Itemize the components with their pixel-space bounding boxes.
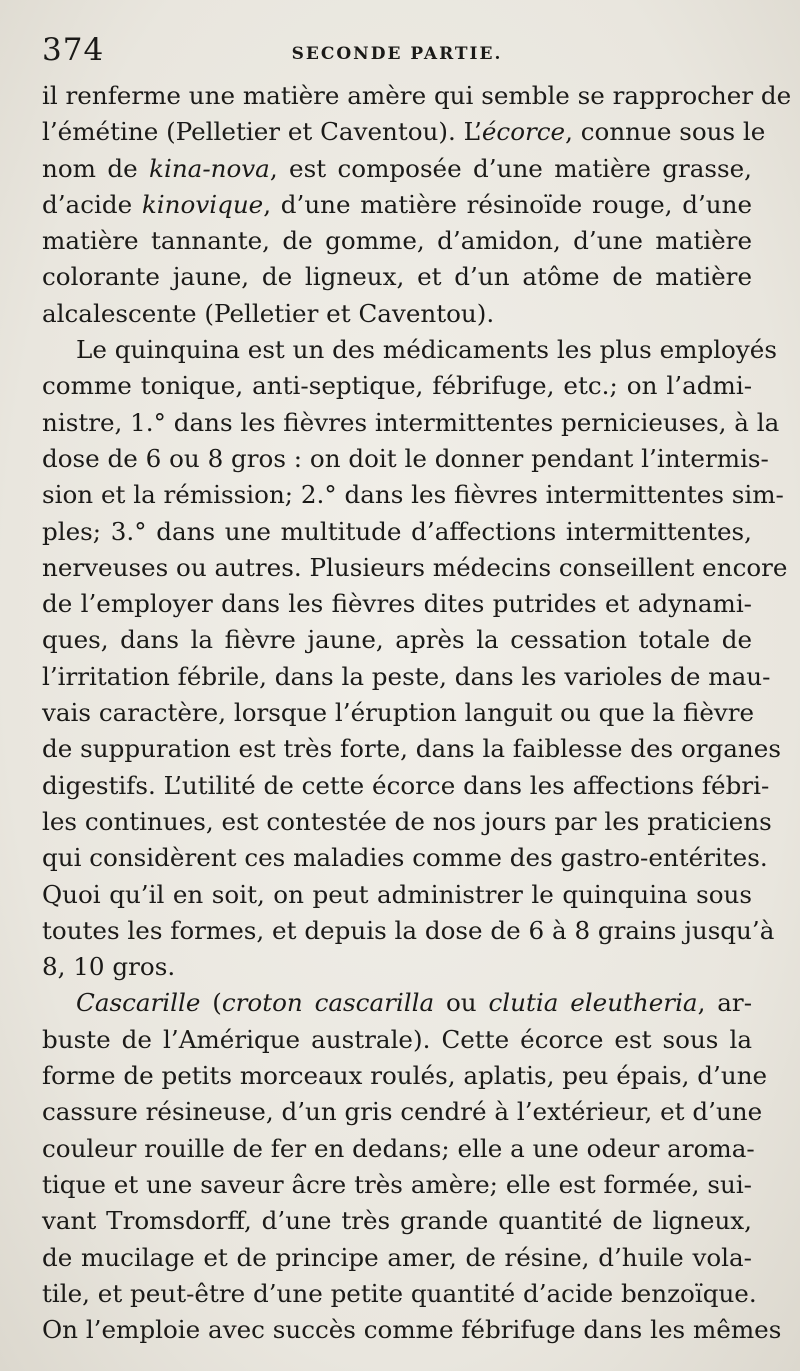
text-line	[42, 332, 777, 368]
body-text	[42, 78, 792, 1348]
running-title: SECONDE PARTIE.	[291, 44, 503, 64]
text-line	[42, 223, 752, 259]
text-run: vant Tromsdorff, d’une très grande quantité de ligneux,	[42, 1206, 752, 1236]
text-line	[42, 840, 768, 876]
text-line	[42, 768, 770, 804]
text-line	[42, 1312, 782, 1348]
text-line	[42, 550, 788, 586]
italic-run: Cascarille	[76, 988, 201, 1018]
text-line	[42, 695, 755, 731]
text-run: les continues, est contestée de nos jours par les praticiens	[42, 806, 772, 836]
text-line	[42, 877, 752, 913]
text-run: ples; 3.° dans une multitude d’affections intermittentes,	[42, 516, 752, 546]
text-line	[42, 1094, 763, 1130]
text-run: Le quinquina est un des médicaments les plus employés	[76, 335, 777, 365]
text-run: , d’une matière résinoïde rouge, d’une	[263, 189, 753, 219]
italic-run: kinovique	[141, 189, 264, 219]
text-run: alcalescente (Pelletier et Caventou).	[42, 298, 495, 328]
text-line	[42, 985, 752, 1021]
page-number: 374	[42, 32, 105, 68]
text-line	[42, 78, 792, 114]
text-run: couleur rouille de fer en dedans; elle a une odeur aroma-	[42, 1133, 755, 1163]
text-line	[42, 296, 752, 332]
text-run: nerveuses ou autres. Plusieurs médecins conseillent encore	[42, 552, 788, 582]
italic-run: écorce	[481, 117, 566, 147]
text-run: qui considèrent ces maladies comme des gastro-entérites.	[42, 843, 768, 873]
text-run: il renferme une matière amère qui semble se rapprocher de	[42, 81, 792, 110]
italic-run: croton cascarilla	[221, 988, 435, 1018]
text-run: l’émétine (Pelletier et Caventou). L’	[42, 117, 482, 147]
text-run: toutes les formes, et depuis la dose de 6 à 8 grains jusqu’à	[42, 915, 775, 945]
text-run: On l’emploie avec succès comme fébrifuge dans les mêmes	[42, 1315, 782, 1345]
text-line	[42, 1203, 752, 1239]
text-run: , connue sous le	[565, 117, 766, 147]
text-run: matière tannante, de gomme, d’amidon, d’une matière	[42, 226, 752, 256]
text-run: dose de 6 ou 8 gros : on doit le donner pendant l’intermis-	[42, 443, 769, 473]
text-run: d’acide	[42, 189, 142, 219]
italic-run: clutia eleutheria	[488, 988, 698, 1018]
text-run: tile, et peut-être d’une petite quantité d’acide benzoïque.	[42, 1278, 757, 1308]
text-run: de suppuration est très forte, dans la faiblesse des organes	[42, 734, 781, 764]
text-run: buste de l’Amérique australe). Cette écorce est sous la	[42, 1024, 752, 1054]
text-line	[42, 441, 769, 477]
text-line	[42, 913, 775, 949]
text-run: de mucilage et de principe amer, de résine, d’huile vola-	[42, 1242, 752, 1272]
paragraph	[42, 78, 792, 332]
text-run: , est composée d’une matière grasse,	[269, 153, 752, 183]
text-line	[42, 151, 752, 187]
paragraph	[42, 332, 788, 985]
paragraph	[42, 985, 782, 1348]
italic-run: kina-nova	[149, 153, 270, 183]
text-line	[42, 1131, 755, 1167]
text-line	[42, 1167, 752, 1203]
text-line	[42, 622, 752, 658]
text-run: l’irritation fébrile, dans la peste, dans les varioles de mau-	[42, 661, 771, 691]
text-run: nistre, 1.° dans les fièvres intermittentes pernicieuses, à la	[42, 407, 780, 437]
running-head	[42, 30, 752, 78]
text-line	[42, 1022, 752, 1058]
text-line	[42, 1240, 752, 1276]
text-run: cassure résineuse, d’un gris cendré à l’extérieur, et d’une	[42, 1097, 763, 1127]
text-line	[42, 187, 752, 223]
text-line	[42, 586, 752, 622]
text-line	[42, 368, 752, 404]
text-run: forme de petits morceaux roulés, aplatis, peu épais, d’une	[42, 1061, 768, 1091]
text-run: nom de	[42, 153, 150, 183]
text-run: vais caractère, lorsque l’éruption languit ou que la fièvre	[42, 698, 755, 728]
text-line	[42, 1058, 768, 1094]
text-line	[42, 514, 752, 550]
text-run: , ar-	[697, 988, 752, 1018]
text-line	[42, 114, 766, 150]
text-line	[42, 731, 781, 767]
text-run: ou	[434, 988, 489, 1018]
text-run: ques, dans la fièvre jaune, après la cessation totale de	[42, 625, 752, 655]
text-line	[42, 259, 752, 295]
text-run: digestifs. L’utilité de cette écorce dans les affections fébri-	[42, 770, 770, 800]
text-line	[42, 804, 772, 840]
text-line	[42, 949, 752, 985]
text-line	[42, 659, 771, 695]
text-run: de l’employer dans les fièvres dites putrides et adynami-	[42, 589, 752, 619]
text-line	[42, 1276, 757, 1312]
text-line	[42, 477, 784, 513]
text-line	[42, 405, 780, 441]
text-run: (	[200, 988, 222, 1018]
text-run: Quoi qu’il en soit, on peut administrer le quinquina sous	[42, 879, 752, 909]
text-run: comme tonique, anti-septique, fébrifuge, etc.; on l’admi-	[42, 371, 752, 401]
text-run: colorante jaune, de ligneux, et d’un atôme de matière	[42, 262, 752, 292]
text-run: sion et la rémission; 2.° dans les fièvres intermittentes sim-	[42, 480, 784, 510]
text-run: 8, 10 gros.	[42, 952, 176, 982]
text-run: tique et une saveur âcre très amère; elle est formée, sui-	[42, 1169, 752, 1199]
